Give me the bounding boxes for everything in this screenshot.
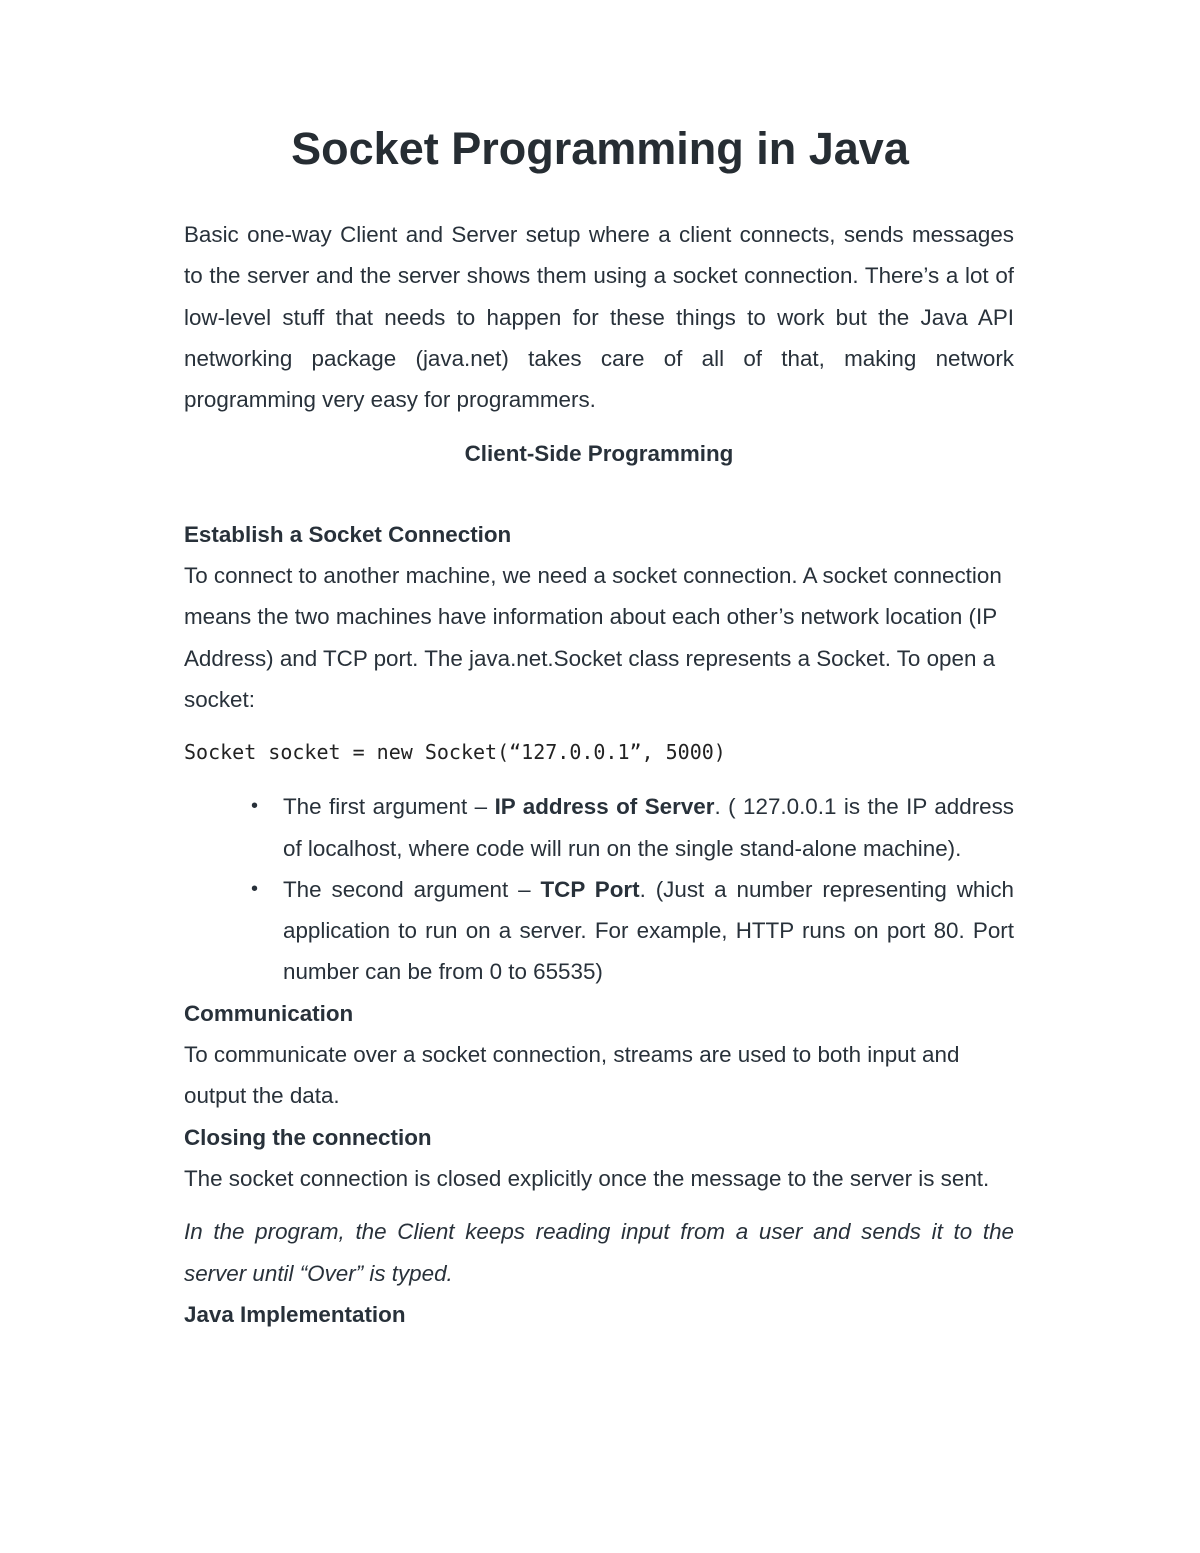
argument-second-bold: TCP Port (540, 876, 640, 902)
document-content (184, 214, 1014, 1335)
establish-heading: Establish a Socket Connection (184, 521, 512, 547)
program-note: In the program, the Client keeps reading input from a user and sends it to the server until “Over” is typed. (184, 1219, 1014, 1286)
argument-list-item-second (248, 869, 1014, 993)
client-side-heading: Client-Side Programming (464, 441, 734, 467)
page-title: Socket Programming in Java (291, 123, 909, 175)
socket-code-line: Socket socket = new Socket(“127.0.0.1”, 5000) (184, 740, 726, 765)
argument-second-suffix: . (Just a number representing which application to run on a server. For example, HTTP runs on port 80. Port number can be from 0 to 65535) (283, 876, 1014, 985)
communication-body: To communicate over a socket connection, streams are used to both input and output the data. (184, 1042, 960, 1109)
argument-first-prefix: The first argument – (283, 794, 495, 820)
argument-second-prefix: The second argument – (283, 876, 541, 902)
bullet-icon: • (251, 877, 259, 900)
argument-list (248, 786, 1014, 992)
bullet-icon: • (251, 795, 259, 818)
intro-paragraph: Basic one-way Client and Server setup where a client connects, sends messages to the server and the server shows them using a socket connection. There’s a lot of low-level stuff that needs to happen for these things to work but the Java API networking package (java.net) takes care of all of that, making network programming very easy for programmers. (184, 222, 1014, 413)
argument-list-item-first (248, 786, 1014, 869)
argument-first-bold: IP address of Server (494, 794, 715, 820)
closing-body: The socket connection is closed explicitly once the message to the server is sent. (184, 1165, 990, 1191)
implementation-heading: Java Implementation (184, 1301, 406, 1327)
establish-body: To connect to another machine, we need a socket connection. A socket connection means the two machines have information about each other’s network location (IP Address) and TCP port. The java.net.Socket class represents a Socket. To open a socket: (184, 563, 1002, 712)
communication-heading: Communication (184, 1000, 354, 1026)
argument-first-suffix: . ( 127.0.0.1 is the IP address of localhost, where code will run on the single stand-alone machine). (283, 794, 1015, 861)
closing-heading: Closing the connection (184, 1124, 432, 1150)
